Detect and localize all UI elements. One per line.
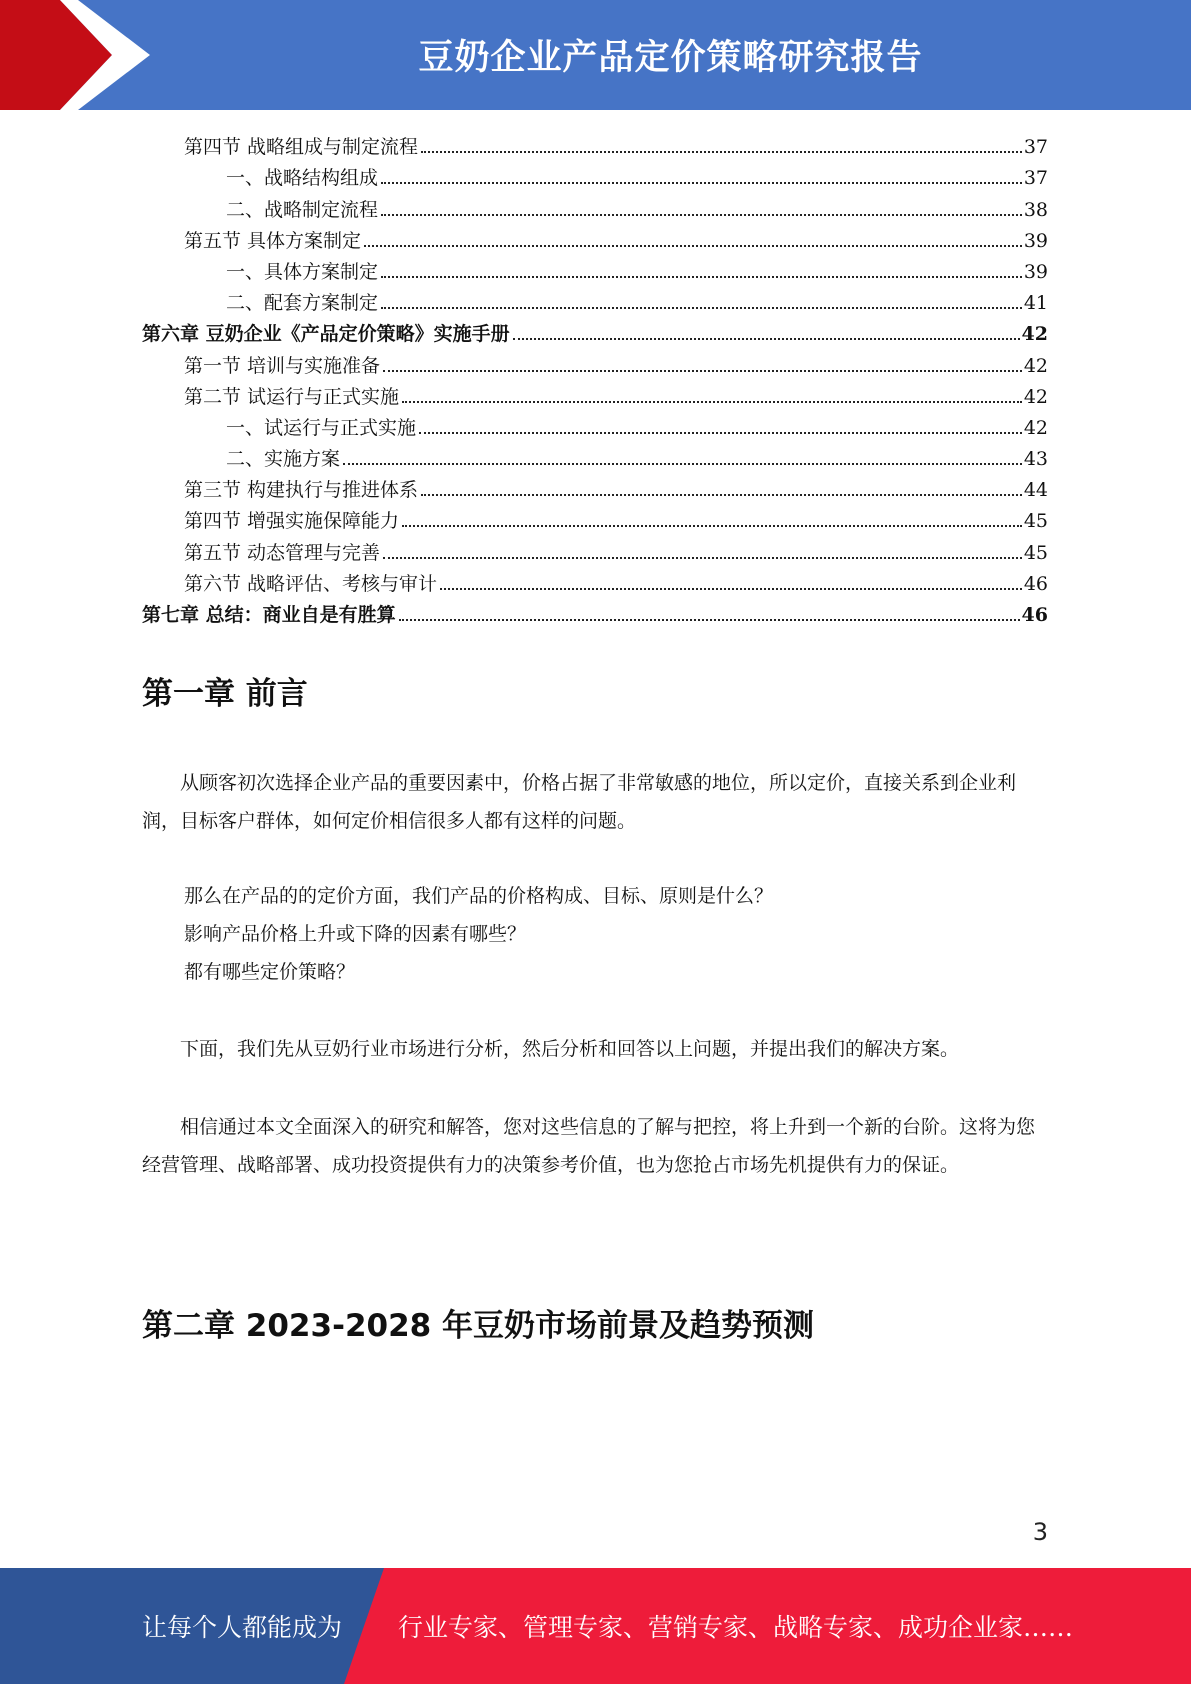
toc-entry[interactable]: [142, 159, 1048, 190]
toc-entry[interactable]: [142, 190, 1048, 221]
footer-slogan-left: 让每个人都能成为: [142, 1613, 343, 1642]
toc-dot-leader: [343, 463, 1022, 465]
toc-entry-title: 第五节 具体方案制定: [184, 229, 362, 252]
toc-entry-page: 39: [1023, 260, 1048, 283]
paragraph-conclusion: 相信通过本文全面深入的研究和解答，您对这些信息的了解与把控，将上升到一个新的台阶。这将为您经营管理、战略部署、成功投资提供有力的决策参考价值，也为您抢占市场先机提供有力的保证。: [142, 1116, 1036, 1176]
toc-dot-leader: [513, 338, 1020, 340]
toc-dot-leader: [399, 619, 1020, 621]
question-2: 影响产品价格上升或下降的因素有哪些？: [184, 923, 527, 945]
toc-dot-leader: [421, 151, 1022, 153]
toc-entry[interactable]: [142, 378, 1048, 409]
header-band: [0, 0, 1191, 110]
toc-entry[interactable]: [142, 502, 1048, 533]
paragraph-next: 下面，我们先从豆奶行业市场进行分析，然后分析和回答以上问题，并提出我们的解决方案。: [180, 1038, 960, 1060]
toc-entry-title: 一、试运行与正式实施: [226, 416, 417, 439]
toc-entry-title: 第六章 豆奶企业《产品定价策略》实施手册: [142, 323, 510, 346]
toc-dot-leader: [440, 588, 1022, 590]
toc-entry[interactable]: [142, 409, 1048, 440]
toc-dot-leader: [402, 401, 1022, 403]
toc-entry-title: 第六节 战略评估、考核与审计: [184, 572, 438, 595]
toc-entry-page: 38: [1023, 198, 1048, 221]
toc-entry-page: 42: [1023, 354, 1048, 377]
page-number: 3: [1032, 1518, 1048, 1546]
toc-entry-page: 41: [1023, 292, 1048, 315]
chapter-2-heading: 第二章 2023-2028 年豆奶市场前景及趋势预测: [142, 1308, 815, 1344]
toc-entry-title: 第三节 构建执行与推进体系: [184, 479, 419, 502]
toc-entry-page: 39: [1023, 229, 1048, 252]
toc-entry[interactable]: [142, 222, 1048, 253]
toc-entry-title: 第二节 试运行与正式实施: [184, 385, 400, 408]
toc-entry[interactable]: [142, 440, 1048, 471]
toc-entry-title: 第四节 增强实施保障能力: [184, 510, 400, 533]
toc-entry-title: 第五节 动态管理与完善: [184, 541, 381, 564]
toc-entry[interactable]: [142, 253, 1048, 284]
toc-dot-leader: [421, 494, 1022, 496]
toc-entry-page: 37: [1023, 136, 1048, 159]
toc-entry-page: 46: [1023, 572, 1048, 595]
toc-entry-page: 44: [1023, 479, 1048, 502]
toc-entry[interactable]: [142, 533, 1048, 564]
report-title: 豆奶企业产品定价策略研究报告: [418, 38, 923, 78]
toc-dot-leader: [381, 182, 1022, 184]
toc-entry-page: 46: [1021, 604, 1048, 626]
paragraph-intro: 从顾客初次选择企业产品的重要因素中，价格占据了非常敏感的地位，所以定价，直接关系到企业利润，目标客户群体，如何定价相信很多人都有这样的问题。: [142, 772, 1017, 832]
toc-dot-leader: [402, 525, 1022, 527]
toc-dot-leader: [419, 432, 1022, 434]
footer-band: [0, 1568, 1191, 1684]
toc-entry-page: 42: [1021, 323, 1048, 346]
toc-dot-leader: [381, 214, 1022, 216]
table-of-contents: [142, 128, 1048, 627]
toc-entry-title: 二、配套方案制定: [226, 292, 379, 315]
toc-entry[interactable]: [142, 346, 1048, 377]
toc-entry[interactable]: [142, 284, 1048, 315]
toc-entry-page: 43: [1023, 448, 1048, 471]
toc-dot-leader: [381, 307, 1022, 309]
toc-dot-leader: [383, 557, 1022, 559]
toc-entry-page: 37: [1023, 167, 1048, 190]
toc-entry-title: 第七章 总结：商业自是有胜算: [142, 604, 396, 626]
red-arrow-decoration: [0, 0, 160, 110]
footer-slogan-right: 行业专家、管理专家、营销专家、战略专家、成功企业家……: [398, 1613, 1074, 1642]
toc-entry[interactable]: [142, 471, 1048, 502]
toc-entry-title: 二、战略制定流程: [226, 198, 379, 221]
toc-entry-page: 42: [1023, 385, 1048, 408]
toc-dot-leader: [381, 276, 1022, 278]
chapter-1-heading: 第一章 前言: [142, 676, 308, 712]
toc-entry-title: 二、实施方案: [226, 448, 341, 471]
toc-dot-leader: [364, 245, 1022, 247]
toc-entry[interactable]: [142, 565, 1048, 596]
toc-dot-leader: [383, 370, 1022, 372]
toc-entry-title: 第一节 培训与实施准备: [184, 354, 381, 377]
question-1: 那么在产品的的定价方面，我们产品的价格构成、目标、原则是什么？: [184, 885, 774, 907]
toc-entry-page: 42: [1023, 416, 1048, 439]
question-3: 都有哪些定价策略？: [184, 961, 356, 983]
toc-entry-page: 45: [1023, 510, 1048, 533]
toc-entry[interactable]: [142, 315, 1048, 346]
toc-entry-title: 一、战略结构组成: [226, 167, 379, 190]
toc-entry-title: 第四节 战略组成与制定流程: [184, 136, 419, 159]
toc-entry-page: 45: [1023, 541, 1048, 564]
toc-entry[interactable]: [142, 596, 1048, 627]
toc-entry-title: 一、具体方案制定: [226, 260, 379, 283]
toc-entry[interactable]: [142, 128, 1048, 159]
